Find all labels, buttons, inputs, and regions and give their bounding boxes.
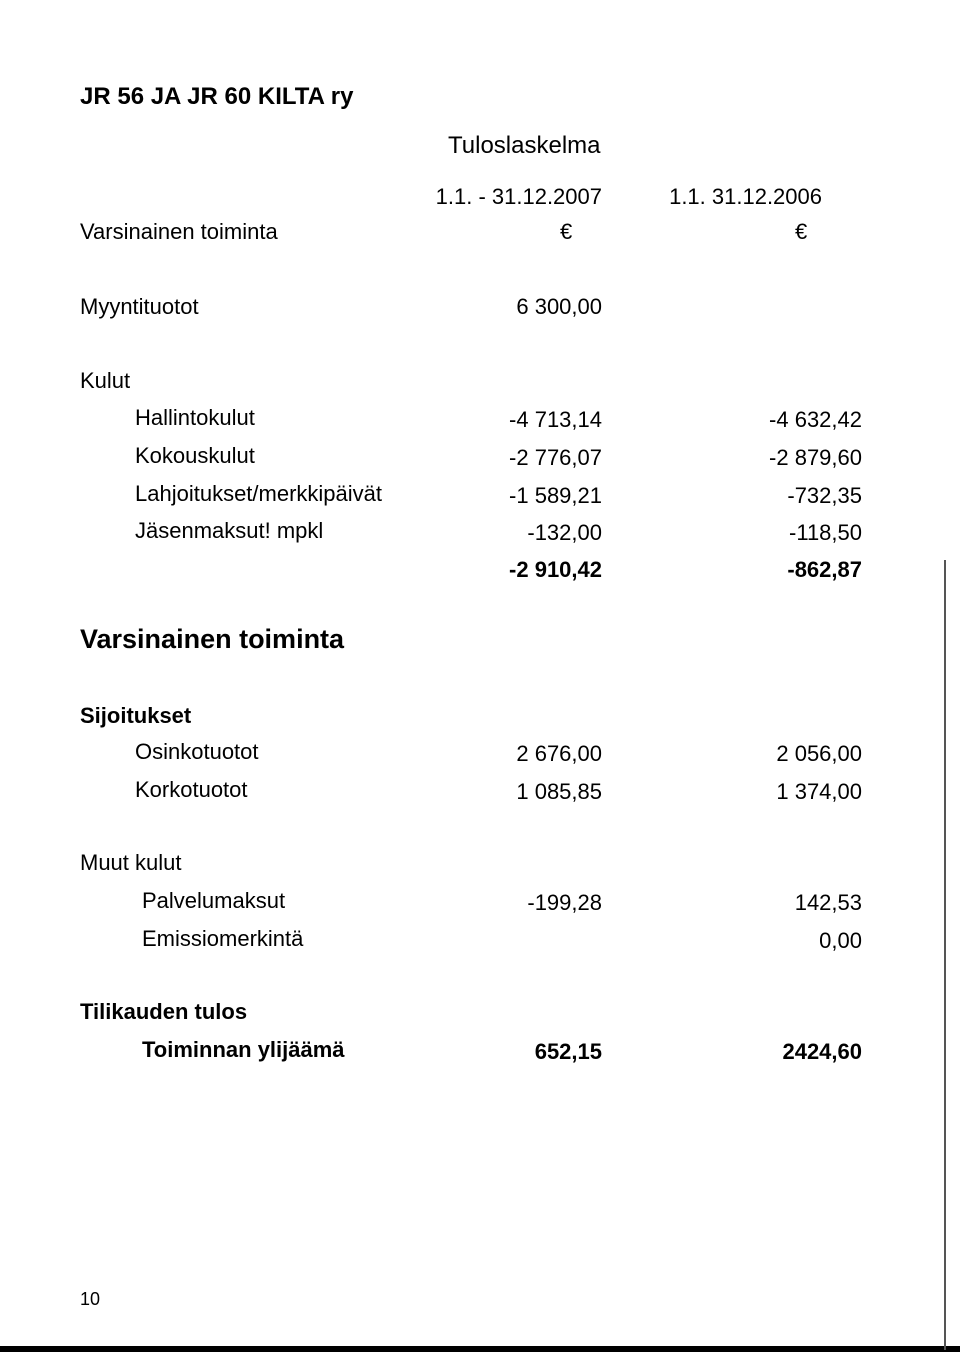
other-expense-label: Palvelumaksut: [142, 888, 286, 913]
organization-title: JR 56 JA JR 60 KILTA ry: [80, 83, 354, 110]
other-expense-value-2006: 0,00: [819, 928, 862, 953]
investment-label: Osinkotuotot: [135, 739, 259, 764]
result-heading: Tilikauden tulos: [80, 999, 248, 1024]
expense-value-2006: -118,50: [789, 520, 862, 545]
operations-heading: Varsinainen toiminta: [80, 624, 345, 654]
expenses-total-2007: -2 910,42: [509, 557, 602, 582]
investment-label: Korkotuotot: [135, 777, 248, 802]
expense-value-2007: -2 776,07: [509, 445, 602, 470]
expense-label: Lahjoitukset/merkkipäivät: [135, 481, 383, 506]
expense-value-2006: -2 879,60: [769, 445, 862, 470]
report-title: Tuloslaskelma: [448, 132, 601, 159]
other-expense-label: Emissiomerkintä: [142, 926, 304, 951]
expense-value-2006: -732,35: [787, 483, 862, 508]
expense-value-2006: -4 632,42: [769, 407, 862, 432]
other-expense-value-2006: 142,53: [794, 890, 862, 915]
expense-label: Jäsenmaksut! mpkl: [135, 518, 324, 543]
investment-value-2006: 2 056,00: [776, 741, 862, 766]
expense-label: Kokouskulut: [135, 443, 255, 468]
investments-heading: Sijoitukset: [80, 703, 192, 728]
result-value-2006: 2424,60: [782, 1039, 862, 1064]
expense-value-2007: -4 713,14: [509, 407, 602, 432]
sales-label: Myyntituotot: [80, 294, 199, 319]
expense-value-2007: -1 589,21: [509, 483, 602, 508]
expenses-heading: Kulut: [80, 368, 131, 393]
section-label: Varsinainen toiminta: [80, 219, 278, 244]
currency-2007: €: [560, 219, 573, 244]
sales-value-2007: 6 300,00: [516, 294, 602, 319]
period-2006: 1.1. 31.12.2006: [669, 184, 822, 209]
scan-edge-right: [944, 560, 946, 1350]
investment-value-2007: 2 676,00: [516, 741, 602, 766]
result-value-2007: 652,15: [534, 1039, 602, 1064]
other-expenses-heading: Muut kulut: [80, 850, 182, 875]
scan-edge-bottom: [0, 1346, 960, 1352]
period-2007: 1.1. - 31.12.2007: [435, 184, 602, 209]
investment-value-2006: 1 374,00: [776, 779, 862, 804]
investment-value-2007: 1 085,85: [516, 779, 602, 804]
expenses-total-2006: -862,87: [787, 557, 862, 582]
result-label: Toiminnan ylijäämä: [142, 1037, 345, 1062]
currency-2006: €: [795, 219, 808, 244]
other-expense-value-2007: -199,28: [527, 890, 602, 915]
expense-label: Hallintokulut: [135, 405, 255, 430]
expense-value-2007: -132,00: [527, 520, 602, 545]
page-number: 10: [80, 1289, 101, 1309]
